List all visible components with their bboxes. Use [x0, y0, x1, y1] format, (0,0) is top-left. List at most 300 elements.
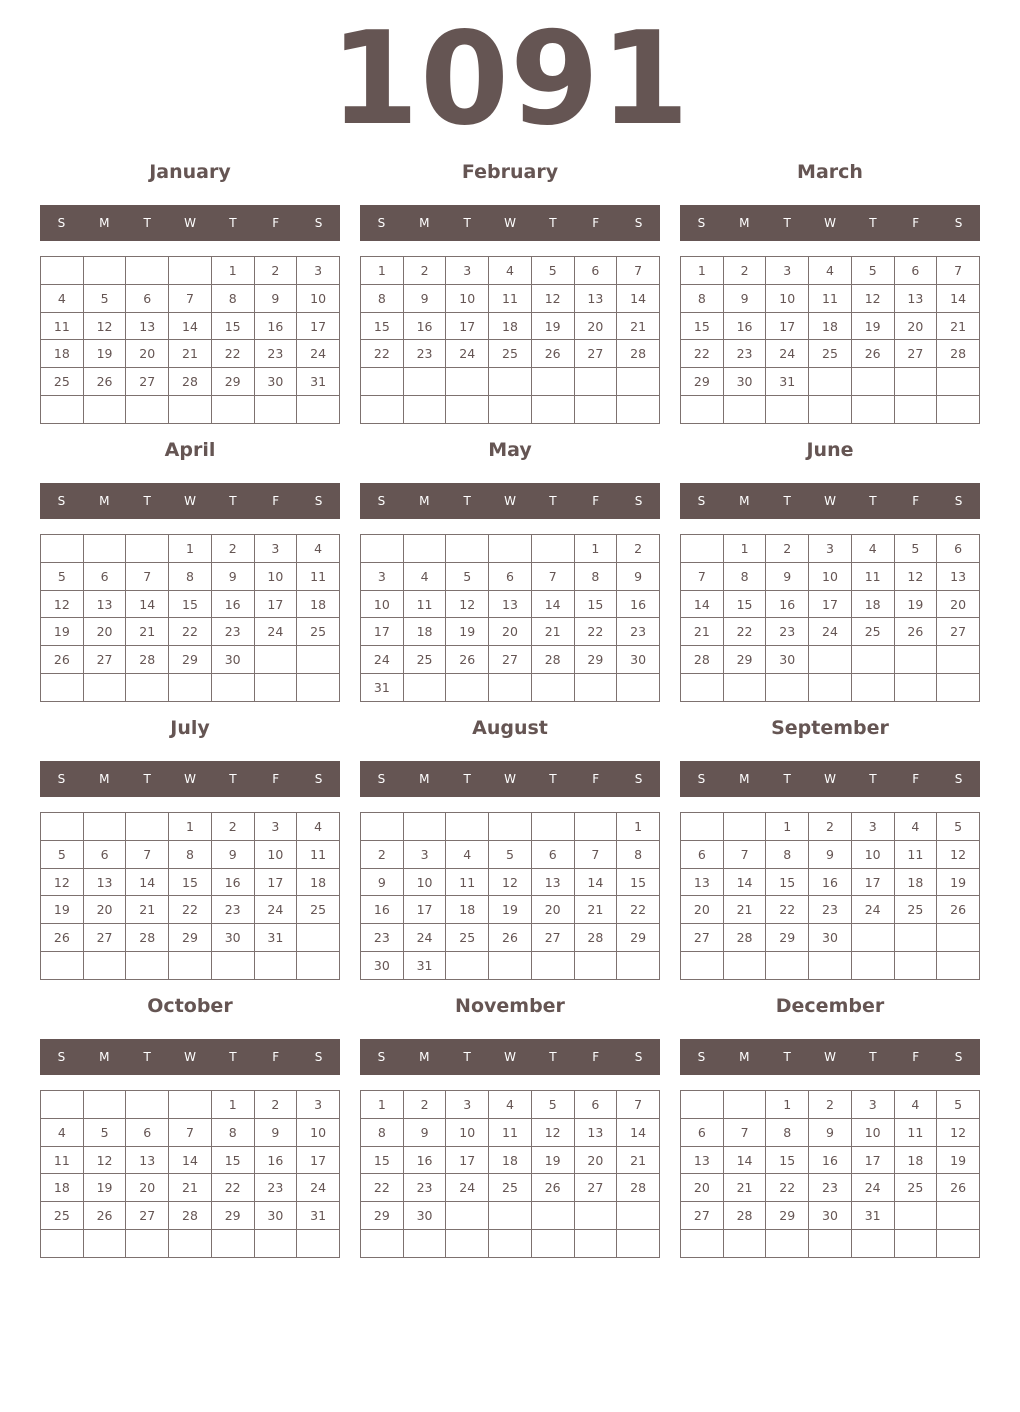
empty-cell: [723, 1091, 766, 1119]
day-cell: 29: [723, 646, 766, 674]
weekday-label: F: [592, 1050, 600, 1064]
week-row: [361, 952, 660, 980]
day-cell: 4: [851, 535, 894, 563]
day-cell: 29: [169, 646, 212, 674]
day-cell: 1: [617, 813, 660, 841]
day-cell: 9: [809, 840, 852, 868]
day-cell: 11: [297, 840, 340, 868]
day-cell: 12: [83, 1146, 126, 1174]
days-grid: [40, 256, 340, 424]
weekday-label: F: [912, 1050, 920, 1064]
day-cell: 11: [446, 868, 489, 896]
empty-cell: [403, 396, 446, 424]
day-cell: 22: [723, 618, 766, 646]
week-row: [681, 1091, 980, 1119]
day-cell: 20: [126, 1174, 169, 1202]
day-cell: 26: [531, 1174, 574, 1202]
weekday-label: W: [184, 216, 196, 230]
day-cell: 1: [574, 535, 617, 563]
weekday-label: T: [143, 772, 151, 786]
day-cell: 7: [937, 257, 980, 285]
day-cell: 18: [809, 312, 852, 340]
week-row: [361, 646, 660, 674]
day-cell: 2: [361, 840, 404, 868]
week-row: [361, 1230, 660, 1258]
day-cell: 15: [361, 312, 404, 340]
day-cell: 5: [531, 257, 574, 285]
week-row: [361, 1118, 660, 1146]
day-cell: 17: [297, 1146, 340, 1174]
empty-cell: [489, 1202, 532, 1230]
empty-cell: [894, 1230, 937, 1258]
day-cell: 22: [681, 340, 724, 368]
day-cell: 12: [894, 562, 937, 590]
month-name: September: [771, 717, 889, 739]
empty-cell: [41, 1230, 84, 1258]
day-cell: 1: [361, 257, 404, 285]
empty-cell: [403, 1230, 446, 1258]
day-cell: 25: [297, 896, 340, 924]
empty-cell: [41, 1091, 84, 1119]
day-cell: 28: [169, 1202, 212, 1230]
day-cell: 9: [211, 562, 254, 590]
day-cell: 10: [403, 868, 446, 896]
day-cell: 13: [126, 312, 169, 340]
day-cell: 6: [574, 1091, 617, 1119]
empty-cell: [361, 396, 404, 424]
day-cell: 21: [681, 618, 724, 646]
month-name: March: [797, 161, 863, 183]
day-cell: 17: [809, 590, 852, 618]
day-cell: 20: [83, 618, 126, 646]
week-row: [681, 868, 980, 896]
day-cell: 2: [254, 1091, 297, 1119]
weekday-header: [360, 1039, 660, 1075]
day-cell: 30: [809, 1202, 852, 1230]
day-cell: 22: [169, 618, 212, 646]
day-cell: 7: [617, 1091, 660, 1119]
day-cell: 26: [446, 646, 489, 674]
weekday-label: S: [697, 1050, 706, 1064]
empty-cell: [169, 257, 212, 285]
day-cell: 16: [361, 896, 404, 924]
day-cell: 18: [41, 1174, 84, 1202]
day-cell: 11: [894, 1118, 937, 1146]
day-cell: 7: [169, 1118, 212, 1146]
day-cell: 5: [83, 284, 126, 312]
day-cell: 28: [126, 924, 169, 952]
day-cell: 30: [766, 646, 809, 674]
day-cell: 27: [531, 924, 574, 952]
day-cell: 11: [809, 284, 852, 312]
day-cell: 21: [531, 618, 574, 646]
empty-cell: [937, 1202, 980, 1230]
empty-cell: [851, 674, 894, 702]
day-cell: 3: [809, 535, 852, 563]
day-cell: 5: [41, 562, 84, 590]
day-cell: 1: [766, 1091, 809, 1119]
day-cell: 22: [617, 896, 660, 924]
day-cell: 6: [681, 1118, 724, 1146]
week-row: [41, 396, 340, 424]
empty-cell: [489, 813, 532, 841]
day-cell: 5: [531, 1091, 574, 1119]
weekday-label: F: [592, 494, 600, 508]
day-cell: 12: [531, 1118, 574, 1146]
day-cell: 25: [851, 618, 894, 646]
week-row: [41, 868, 340, 896]
empty-cell: [489, 674, 532, 702]
day-cell: 2: [723, 257, 766, 285]
weekday-label: M: [99, 494, 110, 508]
day-cell: 2: [403, 257, 446, 285]
empty-cell: [681, 1091, 724, 1119]
day-cell: 20: [83, 896, 126, 924]
day-cell: 4: [41, 284, 84, 312]
day-cell: 26: [83, 1202, 126, 1230]
weekday-label: S: [634, 216, 643, 230]
empty-cell: [297, 1230, 340, 1258]
day-cell: 28: [681, 646, 724, 674]
weekday-label: T: [229, 494, 237, 508]
week-row: [361, 590, 660, 618]
weekday-label: S: [954, 494, 963, 508]
week-row: [41, 340, 340, 368]
month-name: June: [806, 439, 854, 461]
day-cell: 1: [211, 1091, 254, 1119]
day-cell: 14: [723, 868, 766, 896]
weekday-label: T: [783, 216, 791, 230]
empty-cell: [681, 952, 724, 980]
day-cell: 30: [723, 368, 766, 396]
week-row: [361, 868, 660, 896]
weekday-label: S: [314, 772, 323, 786]
empty-cell: [766, 1230, 809, 1258]
empty-cell: [851, 646, 894, 674]
day-cell: 1: [211, 257, 254, 285]
day-cell: 16: [766, 590, 809, 618]
day-cell: 12: [446, 590, 489, 618]
week-row: [41, 924, 340, 952]
day-cell: 18: [851, 590, 894, 618]
empty-cell: [361, 813, 404, 841]
empty-cell: [681, 535, 724, 563]
weekday-label: M: [99, 216, 110, 230]
day-cell: 16: [211, 868, 254, 896]
week-row: [681, 840, 980, 868]
weekday-label: F: [912, 494, 920, 508]
day-cell: 4: [894, 1091, 937, 1119]
day-cell: 18: [297, 868, 340, 896]
day-cell: 21: [723, 896, 766, 924]
day-cell: 4: [297, 535, 340, 563]
empty-cell: [851, 396, 894, 424]
empty-cell: [169, 396, 212, 424]
day-cell: 31: [297, 368, 340, 396]
day-cell: 22: [211, 1174, 254, 1202]
day-cell: 27: [681, 924, 724, 952]
day-cell: 29: [766, 1202, 809, 1230]
weekday-label: S: [57, 216, 66, 230]
day-cell: 10: [297, 1118, 340, 1146]
day-cell: 23: [617, 618, 660, 646]
day-cell: 4: [41, 1118, 84, 1146]
day-cell: 3: [766, 257, 809, 285]
day-cell: 7: [169, 284, 212, 312]
day-cell: 27: [126, 1202, 169, 1230]
day-cell: 1: [766, 813, 809, 841]
day-cell: 26: [531, 340, 574, 368]
week-row: [41, 952, 340, 980]
month-august: [360, 716, 660, 986]
weekday-label: T: [229, 772, 237, 786]
empty-cell: [403, 535, 446, 563]
empty-cell: [403, 368, 446, 396]
week-row: [361, 840, 660, 868]
day-cell: 8: [361, 284, 404, 312]
day-cell: 20: [489, 618, 532, 646]
empty-cell: [403, 674, 446, 702]
empty-cell: [809, 646, 852, 674]
weekday-label: T: [463, 494, 471, 508]
day-cell: 31: [403, 952, 446, 980]
empty-cell: [126, 952, 169, 980]
day-cell: 17: [361, 618, 404, 646]
week-row: [361, 368, 660, 396]
weekday-label: T: [783, 1050, 791, 1064]
day-cell: 17: [446, 312, 489, 340]
day-cell: 16: [617, 590, 660, 618]
weekday-label: T: [143, 494, 151, 508]
weekday-label: M: [739, 216, 750, 230]
day-cell: 11: [489, 284, 532, 312]
weekday-label: S: [954, 216, 963, 230]
weekday-label: S: [377, 772, 386, 786]
empty-cell: [126, 1230, 169, 1258]
empty-cell: [489, 368, 532, 396]
day-cell: 6: [126, 284, 169, 312]
empty-cell: [894, 396, 937, 424]
day-cell: 28: [531, 646, 574, 674]
day-cell: 8: [681, 284, 724, 312]
empty-cell: [723, 674, 766, 702]
weekday-label: T: [229, 216, 237, 230]
empty-cell: [489, 396, 532, 424]
empty-cell: [126, 257, 169, 285]
empty-cell: [531, 368, 574, 396]
empty-cell: [617, 1202, 660, 1230]
days-grid: [360, 812, 660, 980]
day-cell: 15: [211, 312, 254, 340]
day-cell: 5: [937, 813, 980, 841]
empty-cell: [489, 952, 532, 980]
day-cell: 19: [83, 1174, 126, 1202]
day-cell: 25: [894, 1174, 937, 1202]
day-cell: 30: [254, 1202, 297, 1230]
day-cell: 5: [489, 840, 532, 868]
day-cell: 3: [254, 535, 297, 563]
empty-cell: [254, 1230, 297, 1258]
day-cell: 21: [937, 312, 980, 340]
day-cell: 14: [126, 590, 169, 618]
day-cell: 16: [809, 868, 852, 896]
empty-cell: [617, 1230, 660, 1258]
day-cell: 28: [617, 340, 660, 368]
year-title: 1091: [329, 5, 691, 154]
empty-cell: [403, 813, 446, 841]
weekday-label: S: [57, 772, 66, 786]
weekday-header: [680, 483, 980, 519]
day-cell: 14: [169, 1146, 212, 1174]
week-row: [361, 562, 660, 590]
weekday-label: T: [229, 1050, 237, 1064]
day-cell: 13: [489, 590, 532, 618]
weekday-label: T: [143, 1050, 151, 1064]
day-cell: 23: [403, 340, 446, 368]
day-cell: 15: [361, 1146, 404, 1174]
day-cell: 18: [894, 1146, 937, 1174]
empty-cell: [681, 674, 724, 702]
empty-cell: [83, 813, 126, 841]
month-name: April: [164, 439, 216, 461]
weekday-label: S: [377, 1050, 386, 1064]
day-cell: 31: [254, 924, 297, 952]
week-row: [41, 1091, 340, 1119]
day-cell: 18: [446, 896, 489, 924]
day-cell: 25: [297, 618, 340, 646]
day-cell: 22: [361, 340, 404, 368]
empty-cell: [83, 535, 126, 563]
day-cell: 29: [361, 1202, 404, 1230]
weekday-label: M: [419, 1050, 430, 1064]
week-row: [361, 535, 660, 563]
week-row: [681, 1202, 980, 1230]
day-cell: 6: [894, 257, 937, 285]
day-cell: 13: [126, 1146, 169, 1174]
day-cell: 8: [766, 1118, 809, 1146]
empty-cell: [126, 1091, 169, 1119]
day-cell: 6: [126, 1118, 169, 1146]
weekday-label: M: [739, 772, 750, 786]
empty-cell: [937, 674, 980, 702]
week-row: [681, 312, 980, 340]
weekday-label: S: [697, 494, 706, 508]
day-cell: 12: [851, 284, 894, 312]
day-cell: 19: [531, 312, 574, 340]
day-cell: 7: [126, 840, 169, 868]
weekday-label: F: [272, 494, 280, 508]
day-cell: 12: [41, 868, 84, 896]
empty-cell: [531, 952, 574, 980]
day-cell: 25: [809, 340, 852, 368]
day-cell: 11: [851, 562, 894, 590]
week-row: [361, 1174, 660, 1202]
day-cell: 20: [937, 590, 980, 618]
week-row: [361, 396, 660, 424]
week-row: [681, 396, 980, 424]
day-cell: 14: [617, 284, 660, 312]
weekday-label: T: [783, 772, 791, 786]
day-cell: 12: [489, 868, 532, 896]
weekday-label: F: [272, 772, 280, 786]
day-cell: 13: [83, 590, 126, 618]
day-cell: 13: [681, 1146, 724, 1174]
empty-cell: [361, 535, 404, 563]
weekday-label: S: [954, 772, 963, 786]
weekday-label: F: [592, 216, 600, 230]
week-row: [681, 674, 980, 702]
empty-cell: [446, 1202, 489, 1230]
day-cell: 20: [681, 896, 724, 924]
weekday-label: W: [824, 772, 836, 786]
empty-cell: [574, 396, 617, 424]
day-cell: 2: [809, 813, 852, 841]
day-cell: 24: [446, 1174, 489, 1202]
weekday-label: S: [634, 772, 643, 786]
day-cell: 29: [681, 368, 724, 396]
day-cell: 28: [169, 368, 212, 396]
weekday-label: M: [419, 216, 430, 230]
days-grid: [40, 812, 340, 980]
day-cell: 19: [937, 1146, 980, 1174]
day-cell: 14: [937, 284, 980, 312]
empty-cell: [83, 1230, 126, 1258]
day-cell: 18: [297, 590, 340, 618]
weekday-label: S: [954, 1050, 963, 1064]
day-cell: 5: [851, 257, 894, 285]
day-cell: 12: [531, 284, 574, 312]
day-cell: 23: [211, 618, 254, 646]
empty-cell: [41, 257, 84, 285]
empty-cell: [851, 924, 894, 952]
empty-cell: [681, 396, 724, 424]
weekday-label: S: [634, 494, 643, 508]
day-cell: 10: [446, 1118, 489, 1146]
empty-cell: [446, 396, 489, 424]
day-cell: 29: [617, 924, 660, 952]
day-cell: 17: [851, 1146, 894, 1174]
weekday-label: M: [99, 772, 110, 786]
weekday-label: T: [783, 494, 791, 508]
day-cell: 26: [41, 646, 84, 674]
day-cell: 21: [169, 340, 212, 368]
day-cell: 5: [894, 535, 937, 563]
week-row: [361, 618, 660, 646]
week-row: [41, 896, 340, 924]
empty-cell: [446, 674, 489, 702]
weekday-header: [360, 761, 660, 797]
day-cell: 3: [297, 1091, 340, 1119]
day-cell: 9: [211, 840, 254, 868]
day-cell: 3: [851, 1091, 894, 1119]
day-cell: 20: [681, 1174, 724, 1202]
weekday-label: S: [697, 216, 706, 230]
empty-cell: [809, 1230, 852, 1258]
week-row: [681, 1230, 980, 1258]
weekday-label: W: [824, 494, 836, 508]
day-cell: 13: [937, 562, 980, 590]
day-cell: 11: [41, 312, 84, 340]
weekday-label: F: [592, 772, 600, 786]
day-cell: 24: [766, 340, 809, 368]
day-cell: 17: [254, 590, 297, 618]
empty-cell: [41, 952, 84, 980]
day-cell: 15: [211, 1146, 254, 1174]
empty-cell: [169, 952, 212, 980]
week-row: [361, 924, 660, 952]
weekday-label: T: [463, 1050, 471, 1064]
day-cell: 19: [894, 590, 937, 618]
